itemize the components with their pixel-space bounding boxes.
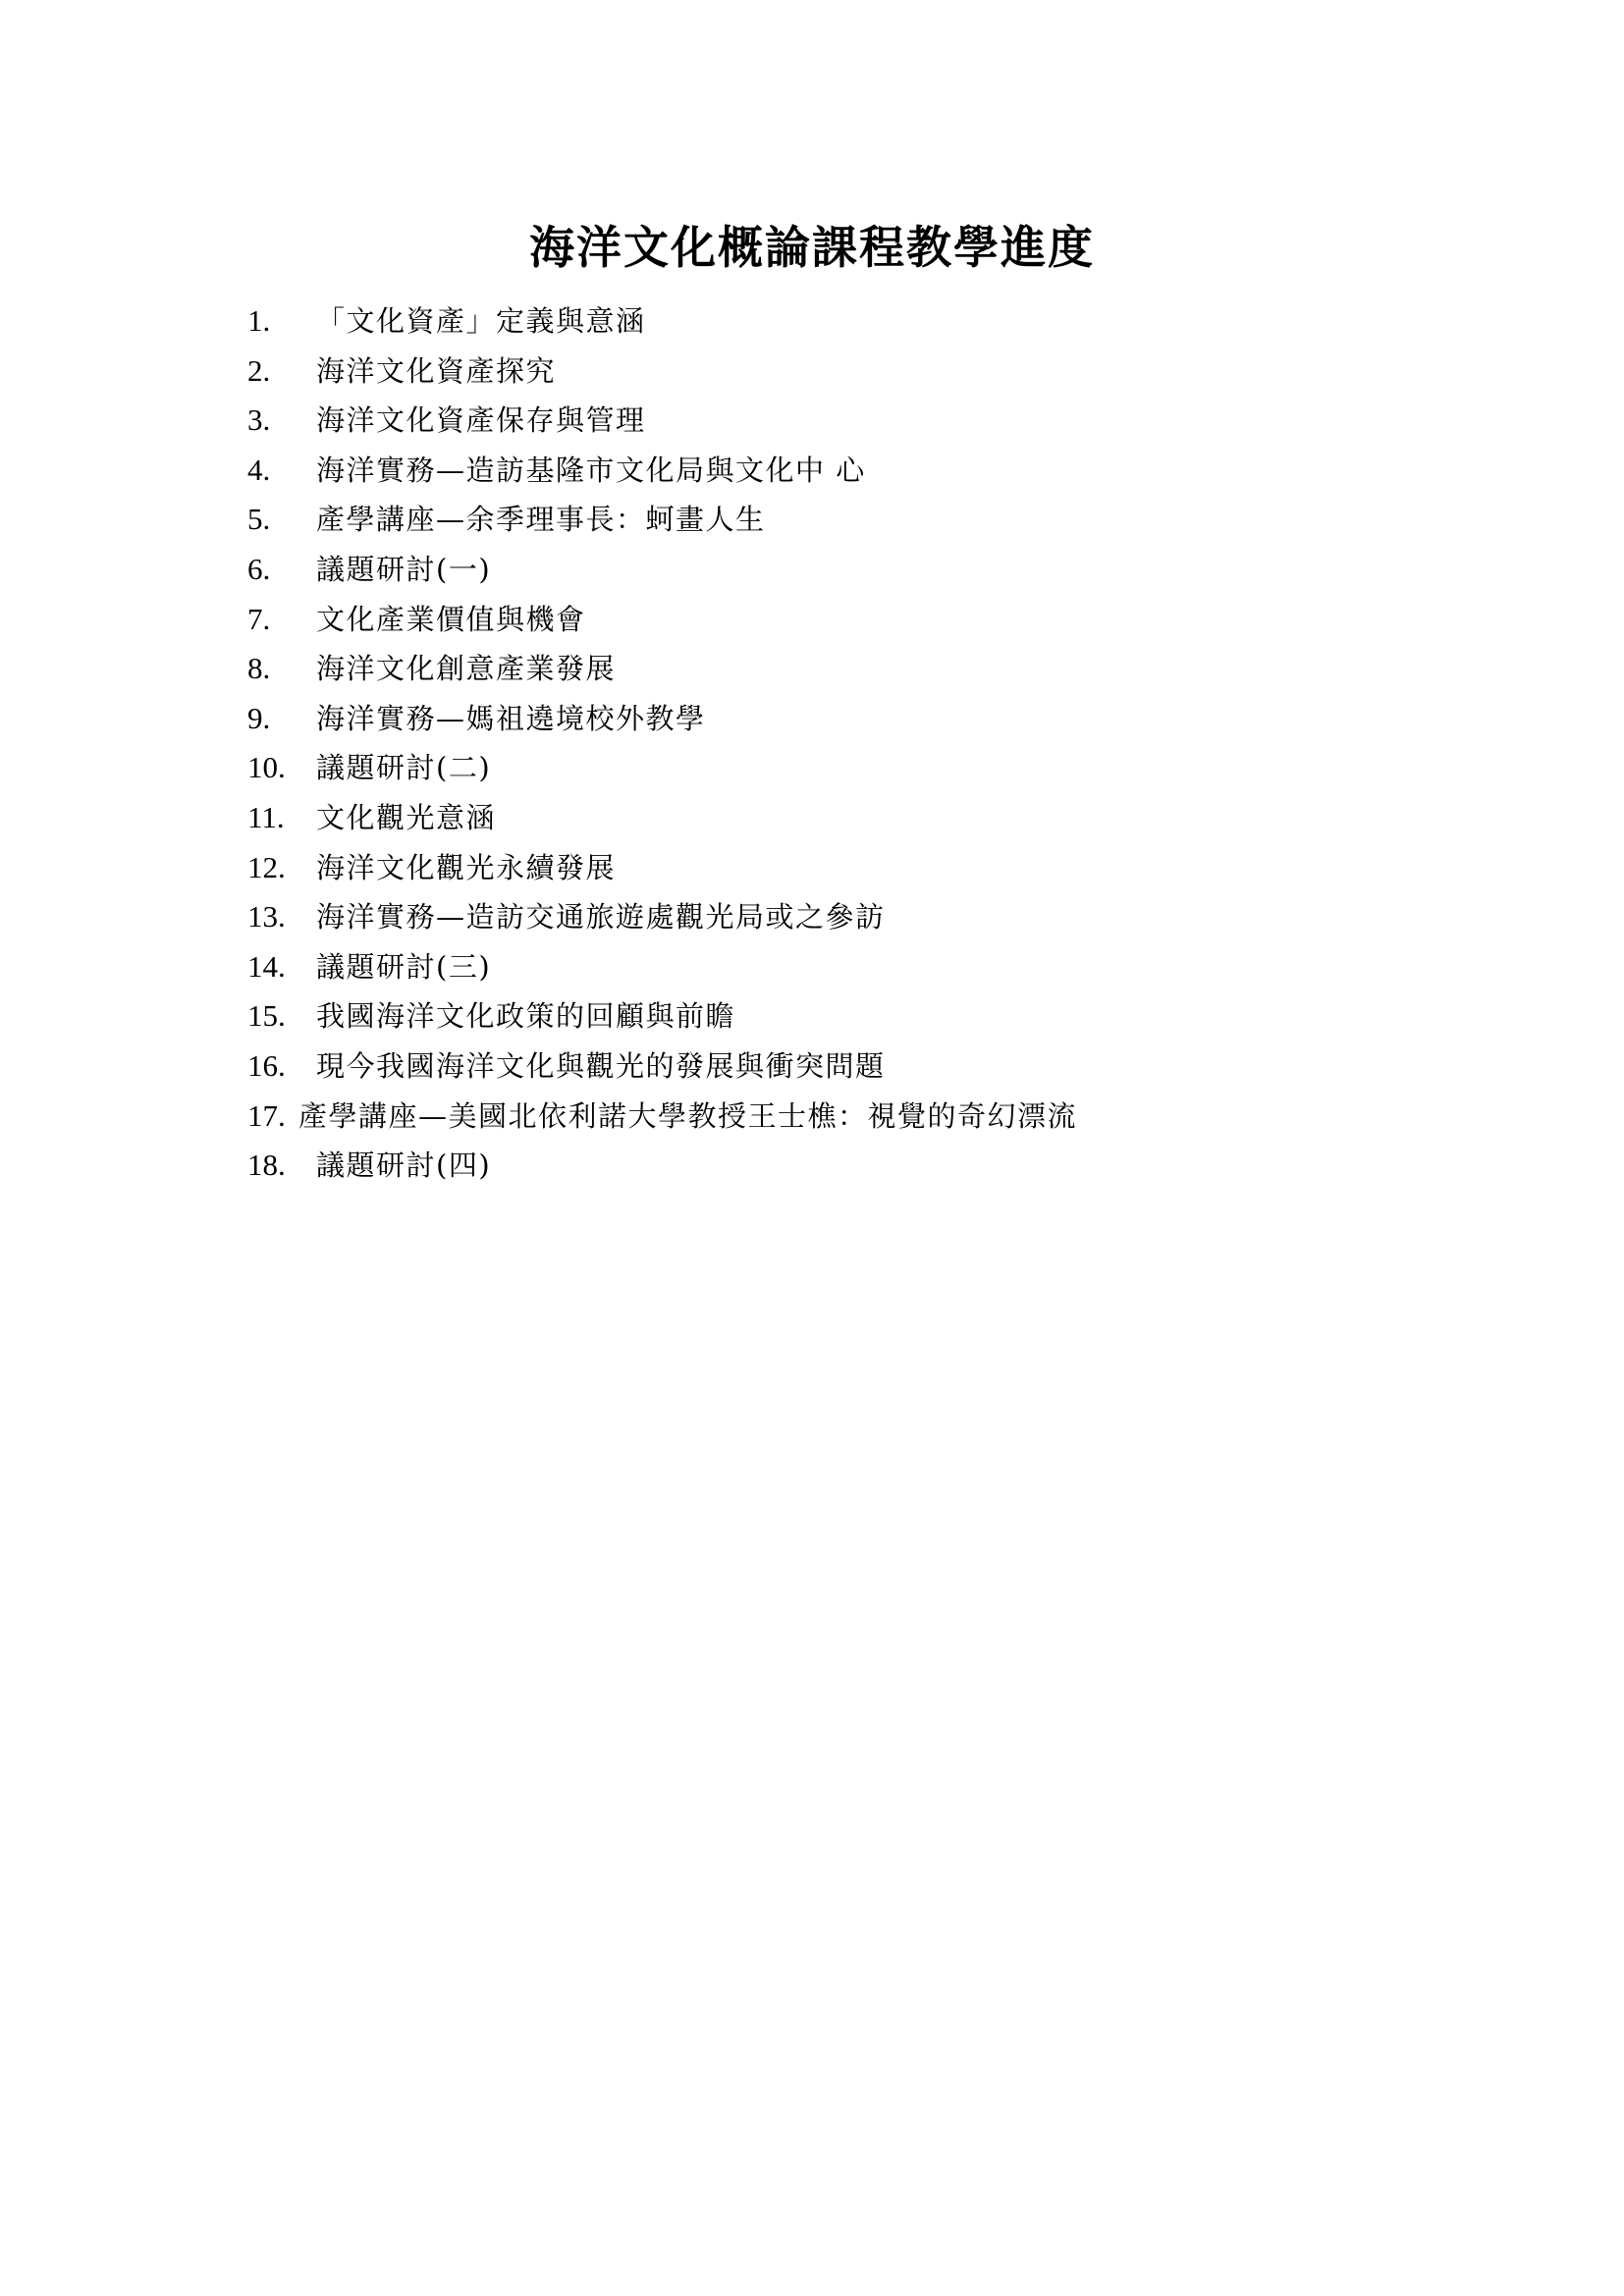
list-item — [247, 743, 1426, 793]
item-number: 3. — [247, 402, 271, 438]
list-item — [247, 694, 1426, 744]
course-schedule-list — [247, 296, 1426, 1191]
list-item — [247, 347, 1426, 397]
item-number: 18. — [247, 1148, 286, 1183]
list-item — [247, 644, 1426, 694]
item-number: 10. — [247, 750, 286, 785]
item-number: 5. — [247, 502, 271, 537]
list-item — [247, 1041, 1426, 1092]
item-number: 1. — [247, 303, 271, 338]
list-item — [247, 296, 1426, 347]
list-item — [247, 843, 1426, 893]
list-item — [247, 446, 1426, 496]
item-text: 海洋實務—造訪交通旅遊處觀光局或之參訪 — [316, 900, 886, 934]
item-number: 7. — [247, 601, 271, 636]
item-number: 6. — [247, 551, 271, 586]
item-text: 產學講座—美國北依利諾大學教授王士樵：視覺的奇幻漂流 — [298, 1098, 1078, 1133]
list-item — [247, 1092, 1426, 1142]
item-number: 14. — [247, 948, 286, 984]
item-text: 海洋實務—媽祖遶境校外教學 — [316, 701, 706, 735]
item-text: 海洋文化觀光永續發展 — [316, 850, 617, 884]
list-item — [247, 595, 1426, 645]
list-item — [247, 793, 1426, 843]
list-item — [247, 892, 1426, 942]
item-text: 我國海洋文化政策的回顧與前瞻 — [316, 999, 736, 1034]
item-text: 海洋文化資產探究 — [316, 353, 557, 388]
item-number: 8. — [247, 651, 271, 686]
item-number: 4. — [247, 452, 271, 487]
list-item — [247, 396, 1426, 446]
item-number: 12. — [247, 849, 286, 884]
document-title: 海洋文化概論課程教學進度 — [529, 221, 1095, 274]
list-item — [247, 545, 1426, 595]
item-text: 現今我國海洋文化與觀光的發展與衝突問題 — [316, 1048, 886, 1083]
item-text: 海洋文化資產保存與管理 — [316, 403, 646, 438]
item-text: 產學講座—余季理事長：蚵畫人生 — [316, 503, 766, 537]
item-number: 11. — [247, 799, 285, 834]
item-text: 海洋實務—造訪基隆市文化局與文化中 心 — [316, 453, 866, 487]
item-number: 13. — [247, 899, 286, 934]
item-text: 議題研討(一) — [316, 552, 492, 586]
item-text: 議題研討(三) — [316, 949, 492, 984]
item-number: 17. — [247, 1097, 286, 1133]
item-text: 海洋文化創意產業發展 — [316, 652, 617, 686]
list-item — [247, 495, 1426, 545]
item-text: 議題研討(四) — [316, 1148, 492, 1183]
item-number: 16. — [247, 1047, 286, 1083]
item-text: 文化產業價值與機會 — [316, 602, 586, 636]
item-number: 9. — [247, 700, 271, 735]
item-text: 議題研討(二) — [316, 751, 492, 785]
item-text: 文化觀光意涵 — [316, 800, 497, 834]
list-item — [247, 991, 1426, 1041]
list-item — [247, 1141, 1426, 1191]
item-number: 2. — [247, 352, 271, 388]
item-number: 15. — [247, 998, 286, 1034]
list-item — [247, 942, 1426, 992]
item-text: 「文化資產」定義與意涵 — [316, 304, 646, 338]
